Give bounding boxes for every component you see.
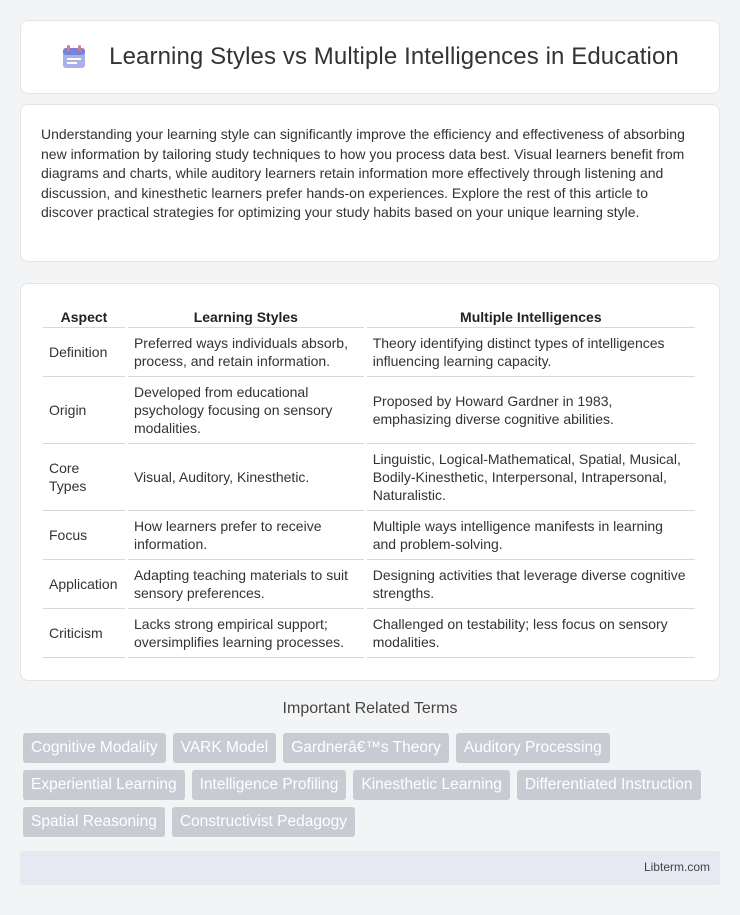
cell-aspect: Origin (43, 377, 125, 444)
calendar-icon (61, 44, 87, 70)
term-tag[interactable]: Experiential Learning (23, 770, 185, 800)
term-tag[interactable]: Spatial Reasoning (23, 807, 165, 837)
header-multiple-intelligences: Multiple Intelligences (367, 306, 695, 328)
comparison-card (20, 283, 720, 681)
cell-multiple-intelligences: Challenged on testability; less focus on sensory modalities. (367, 609, 695, 658)
cell-multiple-intelligences: Multiple ways intelligence manifests in learning and problem-solving. (367, 511, 695, 560)
cell-aspect: Criticism (43, 609, 125, 658)
cell-learning-styles: Visual, Auditory, Kinesthetic. (128, 444, 364, 511)
cell-learning-styles: Lacks strong empirical support; oversimplifies learning processes. (128, 609, 364, 658)
cell-aspect: Core Types (43, 444, 125, 511)
table-row (43, 444, 695, 511)
term-tag[interactable]: Gardnerâ€™s Theory (283, 733, 449, 763)
header-learning-styles: Learning Styles (128, 306, 364, 328)
cell-aspect: Application (43, 560, 125, 609)
cell-learning-styles: How learners prefer to receive information. (128, 511, 364, 560)
cell-multiple-intelligences: Proposed by Howard Gardner in 1983, emphasizing diverse cognitive abilities. (367, 377, 695, 444)
header-aspect: Aspect (43, 306, 125, 328)
cell-multiple-intelligences: Theory identifying distinct types of intelligences influencing learning capacity. (367, 328, 695, 377)
table-row (43, 511, 695, 560)
footer-site-link[interactable]: Libterm.com (643, 860, 710, 874)
table-row (43, 377, 695, 444)
term-tag[interactable]: VARK Model (173, 733, 277, 763)
term-tag[interactable]: Constructivist Pedagogy (172, 807, 355, 837)
related-terms-list (23, 733, 723, 837)
table-header-row (43, 306, 695, 328)
table-row (43, 609, 695, 658)
cell-learning-styles: Preferred ways individuals absorb, process, and retain information. (128, 328, 364, 377)
intro-card (20, 104, 720, 262)
term-tag[interactable]: Intelligence Profiling (192, 770, 347, 800)
footer (20, 851, 720, 885)
cell-multiple-intelligences: Linguistic, Logical-Mathematical, Spatial, Musical, Bodily-Kinesthetic, Interpersonal, Intrapersonal, Naturalistic. (367, 444, 695, 511)
comparison-table (40, 306, 698, 658)
term-tag[interactable]: Kinesthetic Learning (353, 770, 509, 800)
table-row (43, 328, 695, 377)
cell-aspect: Definition (43, 328, 125, 377)
page-title: Learning Styles vs Multiple Intelligences in Education (109, 43, 679, 70)
intro-paragraph: Understanding your learning style can significantly improve the efficiency and effectiveness of absorbing new information by tailoring study techniques to how you process data best. Visual learners benefit from diagrams and charts, while auditory learners retain information more effectively through listening and discussion, and kinesthetic learners prefer hands-on experiences. Explore the rest of this article to discover practical strategies for optimizing your study habits based on your unique learning style. (41, 126, 685, 220)
header-card (20, 20, 720, 94)
cell-learning-styles: Developed from educational psychology focusing on sensory modalities. (128, 377, 364, 444)
cell-aspect: Focus (43, 511, 125, 560)
term-tag[interactable]: Auditory Processing (456, 733, 610, 763)
term-tag[interactable]: Cognitive Modality (23, 733, 166, 763)
table-row (43, 560, 695, 609)
cell-multiple-intelligences: Designing activities that leverage diverse cognitive strengths. (367, 560, 695, 609)
related-terms-title: Important Related Terms (282, 700, 458, 717)
term-tag[interactable]: Differentiated Instruction (517, 770, 701, 800)
cell-learning-styles: Adapting teaching materials to suit sensory preferences. (128, 560, 364, 609)
